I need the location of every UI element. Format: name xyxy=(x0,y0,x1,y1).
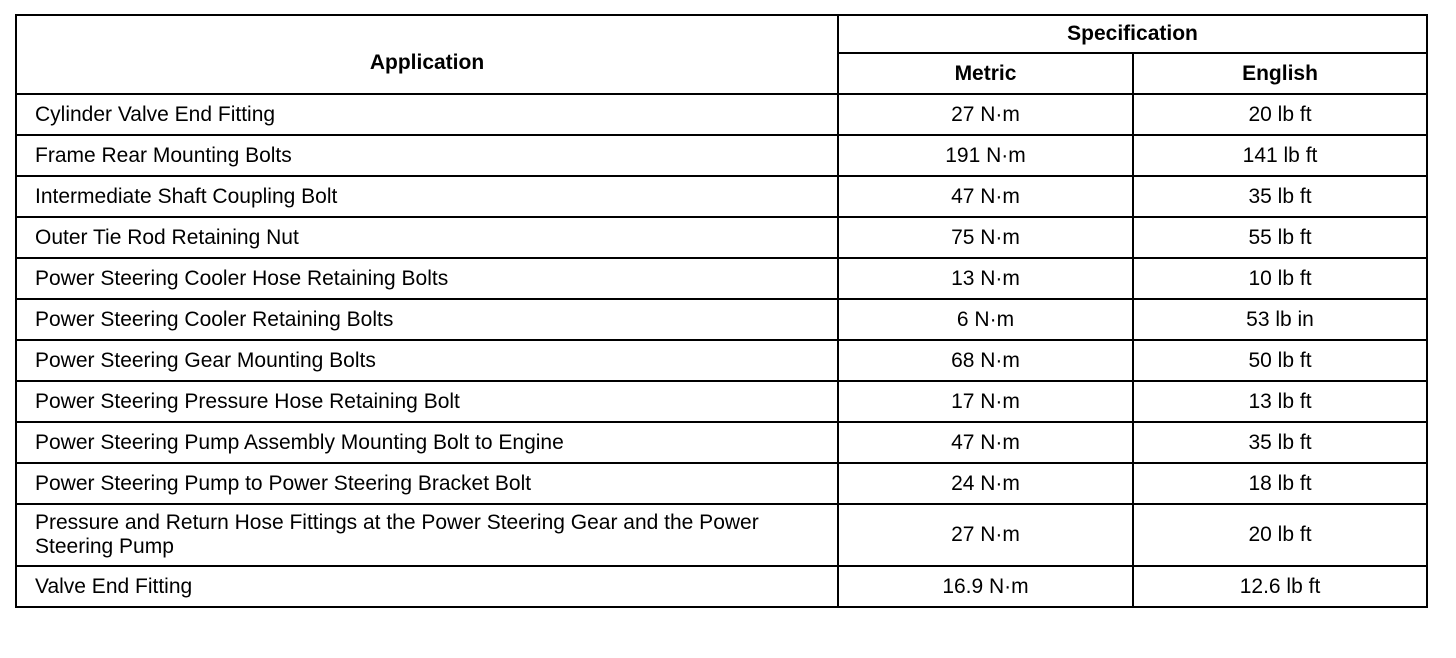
cell-metric: 47 N·m xyxy=(838,176,1133,217)
cell-application: Power Steering Pressure Hose Retaining Bolt xyxy=(16,381,838,422)
header-application: Application xyxy=(16,15,838,94)
cell-english: 20 lb ft xyxy=(1133,504,1427,566)
cell-application: Valve End Fitting xyxy=(16,566,838,607)
cell-english: 35 lb ft xyxy=(1133,176,1427,217)
cell-application: Power Steering Pump Assembly Mounting Bolt to Engine xyxy=(16,422,838,463)
table-row xyxy=(16,176,1427,217)
table-row xyxy=(16,94,1427,135)
table-row xyxy=(16,566,1427,607)
cell-metric: 68 N·m xyxy=(838,340,1133,381)
cell-application: Outer Tie Rod Retaining Nut xyxy=(16,217,838,258)
table-row xyxy=(16,422,1427,463)
table-row xyxy=(16,340,1427,381)
torque-spec-table xyxy=(15,14,1428,608)
cell-application: Power Steering Cooler Retaining Bolts xyxy=(16,299,838,340)
cell-application: Pressure and Return Hose Fittings at the Power Steering Gear and the Power Steering Pump xyxy=(16,504,838,566)
cell-metric: 6 N·m xyxy=(838,299,1133,340)
cell-english: 13 lb ft xyxy=(1133,381,1427,422)
cell-english: 20 lb ft xyxy=(1133,94,1427,135)
cell-application: Intermediate Shaft Coupling Bolt xyxy=(16,176,838,217)
table-row xyxy=(16,299,1427,340)
cell-english: 10 lb ft xyxy=(1133,258,1427,299)
cell-application: Power Steering Pump to Power Steering Bracket Bolt xyxy=(16,463,838,504)
cell-metric: 47 N·m xyxy=(838,422,1133,463)
cell-application: Power Steering Gear Mounting Bolts xyxy=(16,340,838,381)
header-metric: Metric xyxy=(838,53,1133,94)
cell-english: 53 lb in xyxy=(1133,299,1427,340)
cell-metric: 16.9 N·m xyxy=(838,566,1133,607)
table-row xyxy=(16,135,1427,176)
table-row xyxy=(16,463,1427,504)
table-row xyxy=(16,504,1427,566)
cell-english: 55 lb ft xyxy=(1133,217,1427,258)
cell-metric: 75 N·m xyxy=(838,217,1133,258)
cell-metric: 17 N·m xyxy=(838,381,1133,422)
table-row xyxy=(16,258,1427,299)
cell-english: 141 lb ft xyxy=(1133,135,1427,176)
cell-english: 12.6 lb ft xyxy=(1133,566,1427,607)
cell-english: 35 lb ft xyxy=(1133,422,1427,463)
table-row xyxy=(16,217,1427,258)
cell-metric: 27 N·m xyxy=(838,94,1133,135)
cell-metric: 13 N·m xyxy=(838,258,1133,299)
cell-application: Power Steering Cooler Hose Retaining Bolts xyxy=(16,258,838,299)
cell-application: Cylinder Valve End Fitting xyxy=(16,94,838,135)
cell-metric: 24 N·m xyxy=(838,463,1133,504)
header-english: English xyxy=(1133,53,1427,94)
header-specification: Specification xyxy=(838,15,1427,53)
cell-metric: 27 N·m xyxy=(838,504,1133,566)
cell-application: Frame Rear Mounting Bolts xyxy=(16,135,838,176)
cell-english: 50 lb ft xyxy=(1133,340,1427,381)
table-row xyxy=(16,381,1427,422)
cell-english: 18 lb ft xyxy=(1133,463,1427,504)
cell-metric: 191 N·m xyxy=(838,135,1133,176)
